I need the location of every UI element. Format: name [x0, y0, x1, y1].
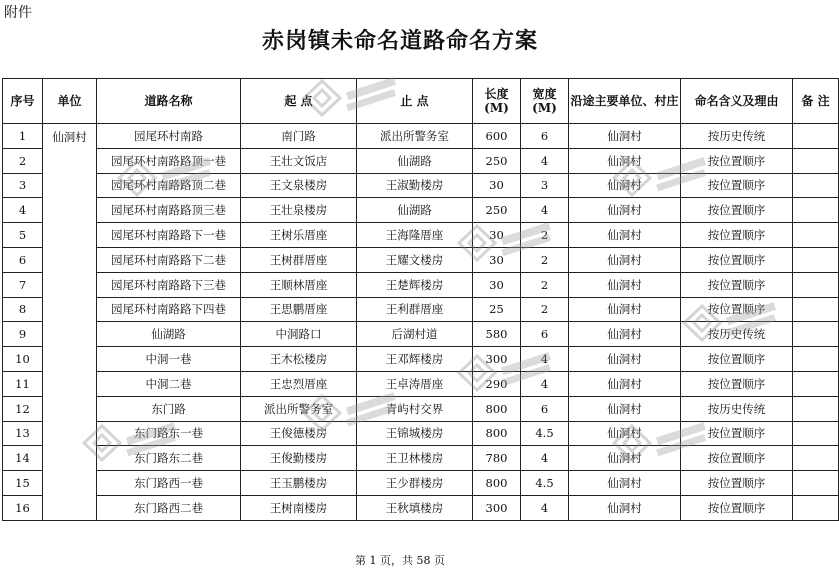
cell-width: 4: [521, 198, 569, 223]
cell-no: 14: [3, 446, 43, 471]
column-header: 道路名称: [97, 79, 241, 124]
cell-start: 王树群厝座: [241, 247, 357, 272]
column-header: 单位: [43, 79, 97, 124]
cell-note: [793, 148, 839, 173]
cell-end: 王淑勤楼房: [357, 173, 473, 198]
cell-end: 后湖村道: [357, 322, 473, 347]
cell-name: 东门路东一巷: [97, 421, 241, 446]
cell-start: 王思鹏厝座: [241, 297, 357, 322]
cell-length: 800: [473, 396, 521, 421]
cell-end: 王海隆厝座: [357, 223, 473, 248]
cell-start: 王顺林厝座: [241, 272, 357, 297]
cell-end: 王秋填楼房: [357, 495, 473, 520]
cell-end: 派出所警务室: [357, 124, 473, 149]
table-row: [3, 223, 839, 248]
cell-note: [793, 198, 839, 223]
cell-reason: 按位置顺序: [681, 297, 793, 322]
cell-end: 王卓涛厝座: [357, 371, 473, 396]
cell-start: 王树乐厝座: [241, 223, 357, 248]
cell-no: 15: [3, 471, 43, 496]
column-header: 长度 (M): [473, 79, 521, 124]
cell-note: [793, 347, 839, 372]
cell-width: 4: [521, 148, 569, 173]
cell-start: 派出所警务室: [241, 396, 357, 421]
cell-width: 2: [521, 223, 569, 248]
cell-name: 中洞二巷: [97, 371, 241, 396]
column-header: 备 注: [793, 79, 839, 124]
table-row: [3, 272, 839, 297]
table-row: [3, 297, 839, 322]
cell-end: 王卫林楼房: [357, 446, 473, 471]
cell-reason: 按历史传统: [681, 322, 793, 347]
cell-length: 30: [473, 272, 521, 297]
cell-end: 仙湖路: [357, 198, 473, 223]
cell-width: 2: [521, 297, 569, 322]
cell-reason: 按位置顺序: [681, 173, 793, 198]
cell-length: 780: [473, 446, 521, 471]
cell-width: 4.5: [521, 471, 569, 496]
cell-length: 300: [473, 347, 521, 372]
attachment-label: 附件: [4, 5, 32, 21]
cell-reason: 按位置顺序: [681, 198, 793, 223]
table-row: [3, 446, 839, 471]
cell-along: 仙洞村: [569, 471, 681, 496]
cell-length: 580: [473, 322, 521, 347]
cell-along: 仙洞村: [569, 148, 681, 173]
cell-along: 仙洞村: [569, 297, 681, 322]
cell-note: [793, 297, 839, 322]
cell-length: 600: [473, 124, 521, 149]
column-header: 止 点: [357, 79, 473, 124]
cell-along: 仙洞村: [569, 198, 681, 223]
cell-along: 仙洞村: [569, 247, 681, 272]
table-header-row: [3, 79, 839, 124]
cell-along: 仙洞村: [569, 124, 681, 149]
cell-name: 东门路西一巷: [97, 471, 241, 496]
cell-note: [793, 471, 839, 496]
cell-reason: 按位置顺序: [681, 223, 793, 248]
cell-end: 王楚辉楼房: [357, 272, 473, 297]
cell-reason: 按位置顺序: [681, 495, 793, 520]
cell-no: 7: [3, 272, 43, 297]
cell-note: [793, 173, 839, 198]
cell-length: 30: [473, 247, 521, 272]
cell-no: 4: [3, 198, 43, 223]
cell-width: 4: [521, 446, 569, 471]
cell-reason: 按位置顺序: [681, 247, 793, 272]
table-row: [3, 396, 839, 421]
cell-end: 王锦城楼房: [357, 421, 473, 446]
cell-name: 园尾环村南路路顶三巷: [97, 198, 241, 223]
cell-note: [793, 396, 839, 421]
cell-length: 290: [473, 371, 521, 396]
cell-length: 250: [473, 198, 521, 223]
cell-note: [793, 223, 839, 248]
cell-start: 中洞路口: [241, 322, 357, 347]
cell-name: 园尾环村南路路下一巷: [97, 223, 241, 248]
cell-name: 园尾环村南路路下二巷: [97, 247, 241, 272]
page-footer: 第 1 页，共 58 页: [355, 554, 445, 567]
cell-start: 王忠烈厝座: [241, 371, 357, 396]
column-header: 命名含义及理由: [681, 79, 793, 124]
cell-name: 东门路: [97, 396, 241, 421]
cell-along: 仙洞村: [569, 173, 681, 198]
cell-reason: 按位置顺序: [681, 471, 793, 496]
cell-end: 王少群楼房: [357, 471, 473, 496]
cell-along: 仙洞村: [569, 272, 681, 297]
cell-width: 4: [521, 495, 569, 520]
cell-no: 3: [3, 173, 43, 198]
cell-name: 园尾环村南路路下四巷: [97, 297, 241, 322]
cell-reason: 按位置顺序: [681, 347, 793, 372]
cell-end: 青屿村交界: [357, 396, 473, 421]
cell-length: 300: [473, 495, 521, 520]
table-row: [3, 371, 839, 396]
cell-along: 仙洞村: [569, 322, 681, 347]
cell-end: 王邓辉楼房: [357, 347, 473, 372]
cell-start: 王俊勤楼房: [241, 446, 357, 471]
cell-width: 4.5: [521, 421, 569, 446]
cell-note: [793, 124, 839, 149]
cell-note: [793, 421, 839, 446]
cell-name: 园尾环村南路路顶一巷: [97, 148, 241, 173]
cell-length: 25: [473, 297, 521, 322]
cell-end: 王耀文楼房: [357, 247, 473, 272]
cell-no: 2: [3, 148, 43, 173]
cell-name: 中洞一巷: [97, 347, 241, 372]
cell-no: 12: [3, 396, 43, 421]
cell-reason: 按位置顺序: [681, 272, 793, 297]
cell-no: 11: [3, 371, 43, 396]
table-row: [3, 124, 839, 149]
cell-start: 王文泉楼房: [241, 173, 357, 198]
cell-no: 5: [3, 223, 43, 248]
column-header: 起 点: [241, 79, 357, 124]
cell-length: 800: [473, 421, 521, 446]
cell-no: 9: [3, 322, 43, 347]
cell-reason: 按位置顺序: [681, 371, 793, 396]
cell-along: 仙洞村: [569, 396, 681, 421]
cell-width: 6: [521, 322, 569, 347]
cell-note: [793, 272, 839, 297]
cell-end: 王利群厝座: [357, 297, 473, 322]
cell-no: 10: [3, 347, 43, 372]
cell-start: 王俊德楼房: [241, 421, 357, 446]
cell-length: 30: [473, 173, 521, 198]
cell-width: 6: [521, 396, 569, 421]
cell-reason: 按位置顺序: [681, 148, 793, 173]
table-row: [3, 247, 839, 272]
cell-name: 园尾环村南路: [97, 124, 241, 149]
cell-along: 仙洞村: [569, 223, 681, 248]
table-row: [3, 495, 839, 520]
cell-reason: 按历史传统: [681, 396, 793, 421]
table-row: [3, 347, 839, 372]
cell-along: 仙洞村: [569, 495, 681, 520]
cell-note: [793, 371, 839, 396]
cell-start: 王壮文饭店: [241, 148, 357, 173]
cell-no: 16: [3, 495, 43, 520]
cell-no: 8: [3, 297, 43, 322]
cell-note: [793, 247, 839, 272]
cell-note: [793, 446, 839, 471]
cell-length: 800: [473, 471, 521, 496]
cell-note: [793, 322, 839, 347]
column-header: 宽度 (M): [521, 79, 569, 124]
cell-along: 仙洞村: [569, 371, 681, 396]
cell-along: 仙洞村: [569, 421, 681, 446]
table-row: [3, 173, 839, 198]
cell-reason: 按位置顺序: [681, 446, 793, 471]
table-body: [3, 124, 839, 521]
cell-length: 250: [473, 148, 521, 173]
table-row: [3, 198, 839, 223]
cell-name: 仙湖路: [97, 322, 241, 347]
cell-reason: 按位置顺序: [681, 421, 793, 446]
page-title: 赤岗镇未命名道路命名方案: [261, 28, 538, 54]
cell-width: 4: [521, 371, 569, 396]
cell-no: 6: [3, 247, 43, 272]
cell-along: 仙洞村: [569, 347, 681, 372]
cell-name: 东门路西二巷: [97, 495, 241, 520]
cell-length: 30: [473, 223, 521, 248]
cell-start: 王树南楼房: [241, 495, 357, 520]
cell-start: 王木松楼房: [241, 347, 357, 372]
cell-reason: 按历史传统: [681, 124, 793, 149]
table-row: [3, 148, 839, 173]
table-row: [3, 421, 839, 446]
cell-note: [793, 495, 839, 520]
cell-width: 2: [521, 272, 569, 297]
cell-start: 王玉鹏楼房: [241, 471, 357, 496]
cell-end: 仙湖路: [357, 148, 473, 173]
naming-table: [2, 78, 839, 521]
cell-name: 园尾环村南路路下三巷: [97, 272, 241, 297]
table-row: [3, 471, 839, 496]
cell-width: 4: [521, 347, 569, 372]
column-header: 序号: [3, 79, 43, 124]
cell-width: 3: [521, 173, 569, 198]
cell-name: 园尾环村南路路顶二巷: [97, 173, 241, 198]
cell-along: 仙洞村: [569, 446, 681, 471]
unit-cell: 仙洞村: [43, 124, 97, 521]
table-row: [3, 322, 839, 347]
cell-start: 南门路: [241, 124, 357, 149]
cell-width: 2: [521, 247, 569, 272]
cell-no: 1: [3, 124, 43, 149]
cell-no: 13: [3, 421, 43, 446]
cell-width: 6: [521, 124, 569, 149]
cell-start: 王壮泉楼房: [241, 198, 357, 223]
column-header: 沿途主要单位、村庄: [569, 79, 681, 124]
cell-name: 东门路东二巷: [97, 446, 241, 471]
